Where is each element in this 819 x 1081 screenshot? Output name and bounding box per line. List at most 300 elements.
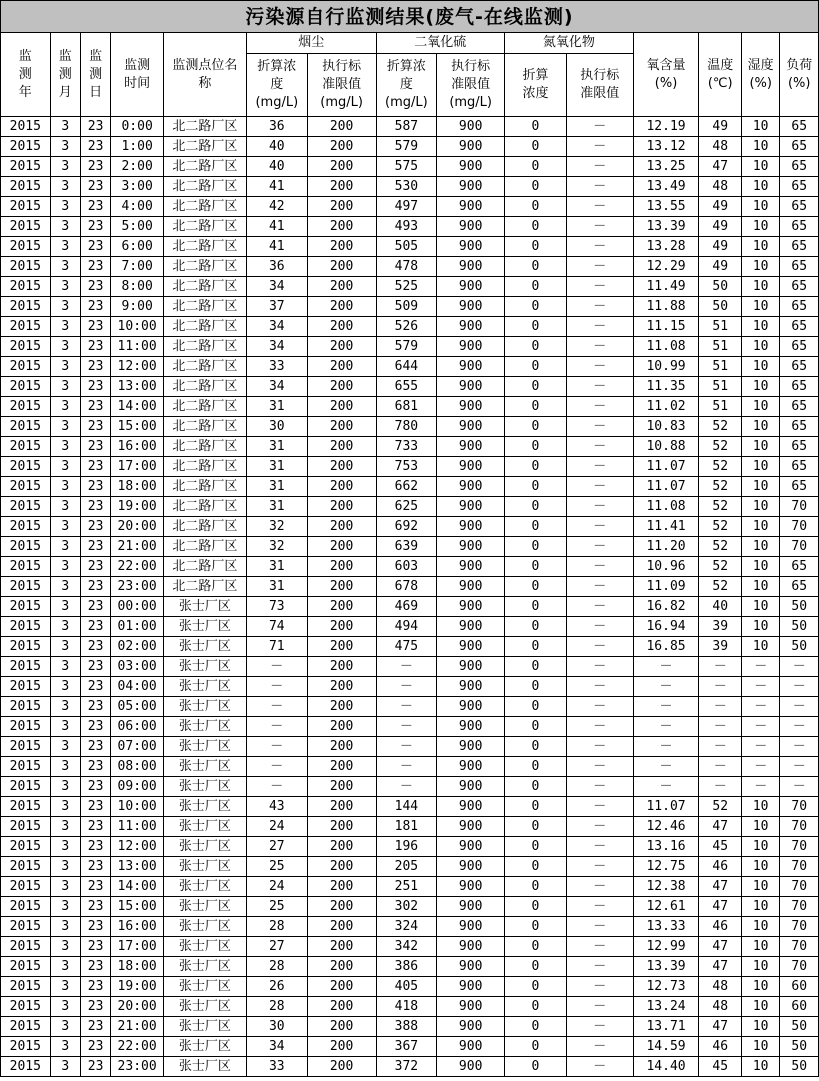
cell-day: 23 <box>80 197 110 217</box>
cell-so2-conc: 324 <box>376 917 437 937</box>
cell-year: 2015 <box>1 477 51 497</box>
cell-nox-conc: 0 <box>505 337 567 357</box>
header-time <box>111 33 164 117</box>
cell-nox-limit: － <box>566 157 633 177</box>
cell-humidity: 10 <box>741 257 779 277</box>
cell-so2-conc: 144 <box>376 797 437 817</box>
cell-temp: 52 <box>699 477 742 497</box>
cell-smoke-limit: 200 <box>307 497 376 517</box>
table-row <box>1 357 819 377</box>
cell-load: 65 <box>780 437 819 457</box>
cell-humidity: 10 <box>741 377 779 397</box>
cell-location: 北二路厂区 <box>163 477 246 497</box>
cell-location: 北二路厂区 <box>163 537 246 557</box>
cell-nox-limit: － <box>566 697 633 717</box>
cell-so2-conc: 575 <box>376 157 437 177</box>
cell-nox-conc: 0 <box>505 637 567 657</box>
cell-so2-conc: 405 <box>376 977 437 997</box>
cell-day: 23 <box>80 717 110 737</box>
cell-humidity: 10 <box>741 217 779 237</box>
cell-smoke-limit: 200 <box>307 717 376 737</box>
cell-so2-limit: 900 <box>437 917 505 937</box>
table-row <box>1 237 819 257</box>
cell-location: 北二路厂区 <box>163 197 246 217</box>
table-row <box>1 437 819 457</box>
cell-so2-conc: 678 <box>376 577 437 597</box>
cell-time: 1:00 <box>111 137 164 157</box>
cell-nox-conc: 0 <box>505 557 567 577</box>
cell-humidity: 10 <box>741 557 779 577</box>
cell-year: 2015 <box>1 877 51 897</box>
cell-so2-limit: 900 <box>437 217 505 237</box>
cell-smoke-conc: 36 <box>246 257 307 277</box>
cell-load: 70 <box>780 877 819 897</box>
header-time-label: 监测时间 <box>124 57 151 91</box>
cell-so2-conc: 587 <box>376 117 437 137</box>
cell-nox-limit: － <box>566 897 633 917</box>
cell-load: 65 <box>780 137 819 157</box>
cell-month: 3 <box>50 1057 80 1077</box>
cell-oxygen: 11.35 <box>633 377 699 397</box>
cell-so2-conc: － <box>376 677 437 697</box>
report-title: 污染源自行监测结果(废气-在线监测) <box>0 0 819 32</box>
cell-humidity: 10 <box>741 477 779 497</box>
cell-smoke-limit: 200 <box>307 977 376 997</box>
cell-month: 3 <box>50 617 80 637</box>
header-humidity <box>741 33 779 117</box>
cell-temp: 46 <box>699 857 742 877</box>
cell-so2-conc: － <box>376 777 437 797</box>
cell-nox-conc: 0 <box>505 457 567 477</box>
cell-so2-limit: 900 <box>437 897 505 917</box>
cell-year: 2015 <box>1 717 51 737</box>
cell-humidity: 10 <box>741 177 779 197</box>
cell-year: 2015 <box>1 977 51 997</box>
header-smoke: 烟尘 <box>246 33 376 54</box>
cell-so2-conc: 418 <box>376 997 437 1017</box>
header-smoke-conc <box>246 54 307 117</box>
cell-smoke-limit: 200 <box>307 937 376 957</box>
cell-year: 2015 <box>1 1017 51 1037</box>
cell-month: 3 <box>50 997 80 1017</box>
cell-location: 北二路厂区 <box>163 417 246 437</box>
cell-day: 23 <box>80 977 110 997</box>
cell-smoke-conc: 30 <box>246 1017 307 1037</box>
cell-nox-limit: － <box>566 877 633 897</box>
cell-load: 65 <box>780 577 819 597</box>
cell-location: 北二路厂区 <box>163 157 246 177</box>
table-row <box>1 797 819 817</box>
cell-smoke-conc: 40 <box>246 137 307 157</box>
cell-nox-conc: 0 <box>505 597 567 617</box>
cell-year: 2015 <box>1 517 51 537</box>
cell-nox-limit: － <box>566 397 633 417</box>
cell-so2-conc: 692 <box>376 517 437 537</box>
cell-smoke-limit: 200 <box>307 1057 376 1077</box>
table-row <box>1 717 819 737</box>
cell-day: 23 <box>80 337 110 357</box>
cell-smoke-conc: 25 <box>246 897 307 917</box>
cell-so2-limit: 900 <box>437 157 505 177</box>
cell-time: 05:00 <box>111 697 164 717</box>
cell-smoke-limit: 200 <box>307 137 376 157</box>
header-day-label: 监测日 <box>89 48 103 100</box>
cell-humidity: 10 <box>741 617 779 637</box>
cell-year: 2015 <box>1 277 51 297</box>
cell-location: 张士厂区 <box>163 1017 246 1037</box>
cell-nox-conc: 0 <box>505 197 567 217</box>
cell-month: 3 <box>50 717 80 737</box>
cell-so2-conc: 196 <box>376 837 437 857</box>
cell-oxygen: 11.88 <box>633 297 699 317</box>
cell-load: 70 <box>780 937 819 957</box>
cell-smoke-conc: 25 <box>246 857 307 877</box>
cell-humidity: 10 <box>741 957 779 977</box>
cell-nox-limit: － <box>566 937 633 957</box>
table-row <box>1 897 819 917</box>
cell-nox-conc: 0 <box>505 517 567 537</box>
cell-location: 张士厂区 <box>163 617 246 637</box>
cell-load: 65 <box>780 337 819 357</box>
cell-so2-limit: 900 <box>437 697 505 717</box>
cell-humidity: 10 <box>741 457 779 477</box>
cell-nox-conc: 0 <box>505 157 567 177</box>
cell-so2-limit: 900 <box>437 937 505 957</box>
cell-nox-conc: 0 <box>505 817 567 837</box>
cell-humidity: 10 <box>741 937 779 957</box>
cell-temp: 52 <box>699 577 742 597</box>
cell-time: 7:00 <box>111 257 164 277</box>
cell-oxygen: 13.33 <box>633 917 699 937</box>
cell-load: 65 <box>780 157 819 177</box>
cell-day: 23 <box>80 157 110 177</box>
cell-humidity: 10 <box>741 357 779 377</box>
cell-time: 08:00 <box>111 757 164 777</box>
cell-temp: 46 <box>699 1037 742 1057</box>
cell-so2-conc: － <box>376 697 437 717</box>
cell-day: 23 <box>80 817 110 837</box>
cell-humidity: 10 <box>741 497 779 517</box>
cell-smoke-conc: 31 <box>246 437 307 457</box>
cell-location: 北二路厂区 <box>163 297 246 317</box>
cell-time: 16:00 <box>111 437 164 457</box>
cell-oxygen: 12.75 <box>633 857 699 877</box>
cell-location: 张士厂区 <box>163 797 246 817</box>
cell-smoke-conc: 32 <box>246 517 307 537</box>
cell-so2-conc: 780 <box>376 417 437 437</box>
cell-year: 2015 <box>1 777 51 797</box>
cell-day: 23 <box>80 237 110 257</box>
cell-so2-conc: 493 <box>376 217 437 237</box>
cell-year: 2015 <box>1 997 51 1017</box>
cell-year: 2015 <box>1 597 51 617</box>
cell-load: － <box>780 657 819 677</box>
cell-so2-limit: 900 <box>437 417 505 437</box>
cell-smoke-conc: － <box>246 717 307 737</box>
cell-time: 19:00 <box>111 977 164 997</box>
header-month-label: 监测月 <box>58 48 72 100</box>
cell-smoke-conc: 28 <box>246 917 307 937</box>
cell-year: 2015 <box>1 657 51 677</box>
cell-temp: 52 <box>699 417 742 437</box>
cell-nox-limit: － <box>566 817 633 837</box>
cell-month: 3 <box>50 837 80 857</box>
cell-month: 3 <box>50 637 80 657</box>
cell-so2-conc: － <box>376 757 437 777</box>
cell-oxygen: 10.99 <box>633 357 699 377</box>
cell-so2-limit: 900 <box>437 477 505 497</box>
header-nox-conc-label: 折算浓度 <box>522 68 549 101</box>
table-row <box>1 137 819 157</box>
cell-day: 23 <box>80 757 110 777</box>
cell-load: － <box>780 697 819 717</box>
cell-year: 2015 <box>1 757 51 777</box>
cell-humidity: 10 <box>741 637 779 657</box>
cell-so2-limit: 900 <box>437 877 505 897</box>
table-body <box>1 117 819 1077</box>
header-nox-limit <box>566 54 633 117</box>
cell-month: 3 <box>50 657 80 677</box>
cell-humidity: 10 <box>741 137 779 157</box>
cell-nox-conc: 0 <box>505 297 567 317</box>
cell-month: 3 <box>50 517 80 537</box>
cell-so2-limit: 900 <box>437 997 505 1017</box>
cell-temp: 51 <box>699 397 742 417</box>
cell-day: 23 <box>80 377 110 397</box>
cell-nox-conc: 0 <box>505 1017 567 1037</box>
cell-month: 3 <box>50 817 80 837</box>
cell-so2-conc: － <box>376 737 437 757</box>
cell-load: 70 <box>780 957 819 977</box>
cell-oxygen: 11.02 <box>633 397 699 417</box>
cell-day: 23 <box>80 637 110 657</box>
cell-temp: － <box>699 757 742 777</box>
cell-smoke-limit: 200 <box>307 917 376 937</box>
cell-nox-limit: － <box>566 1017 633 1037</box>
cell-so2-limit: 900 <box>437 557 505 577</box>
cell-month: 3 <box>50 277 80 297</box>
cell-smoke-limit: 200 <box>307 1017 376 1037</box>
cell-location: 北二路厂区 <box>163 217 246 237</box>
cell-so2-conc: 342 <box>376 937 437 957</box>
cell-smoke-limit: 200 <box>307 397 376 417</box>
cell-nox-limit: － <box>566 597 633 617</box>
cell-nox-conc: 0 <box>505 417 567 437</box>
cell-smoke-conc: 42 <box>246 197 307 217</box>
cell-nox-conc: 0 <box>505 877 567 897</box>
cell-so2-limit: 900 <box>437 437 505 457</box>
cell-year: 2015 <box>1 437 51 457</box>
cell-day: 23 <box>80 177 110 197</box>
table-row <box>1 857 819 877</box>
cell-time: 03:00 <box>111 657 164 677</box>
cell-smoke-limit: 200 <box>307 377 376 397</box>
cell-time: 07:00 <box>111 737 164 757</box>
cell-so2-conc: 367 <box>376 1037 437 1057</box>
table-row <box>1 697 819 717</box>
cell-time: 19:00 <box>111 497 164 517</box>
cell-humidity: 10 <box>741 517 779 537</box>
cell-so2-limit: 900 <box>437 657 505 677</box>
cell-smoke-limit: 200 <box>307 317 376 337</box>
cell-smoke-limit: 200 <box>307 337 376 357</box>
cell-year: 2015 <box>1 1037 51 1057</box>
cell-month: 3 <box>50 877 80 897</box>
cell-oxygen: 11.20 <box>633 537 699 557</box>
cell-month: 3 <box>50 437 80 457</box>
cell-oxygen: 14.59 <box>633 1037 699 1057</box>
cell-location: 北二路厂区 <box>163 337 246 357</box>
cell-time: 2:00 <box>111 157 164 177</box>
cell-nox-limit: － <box>566 217 633 237</box>
cell-oxygen: 11.08 <box>633 337 699 357</box>
cell-oxygen: 12.61 <box>633 897 699 917</box>
cell-humidity: 10 <box>741 857 779 877</box>
cell-so2-conc: 372 <box>376 1057 437 1077</box>
table-row <box>1 517 819 537</box>
cell-oxygen: 10.88 <box>633 437 699 457</box>
cell-smoke-conc: 32 <box>246 537 307 557</box>
cell-day: 23 <box>80 1017 110 1037</box>
header-day <box>80 33 110 117</box>
cell-nox-limit: － <box>566 977 633 997</box>
cell-nox-limit: － <box>566 357 633 377</box>
cell-oxygen: 11.07 <box>633 457 699 477</box>
header-oxygen-label: 氧含量(%) <box>646 57 686 91</box>
cell-so2-limit: 900 <box>437 277 505 297</box>
cell-year: 2015 <box>1 917 51 937</box>
cell-humidity: 10 <box>741 897 779 917</box>
cell-year: 2015 <box>1 397 51 417</box>
cell-year: 2015 <box>1 357 51 377</box>
cell-so2-limit: 900 <box>437 237 505 257</box>
cell-smoke-conc: 71 <box>246 637 307 657</box>
cell-nox-conc: 0 <box>505 977 567 997</box>
cell-time: 20:00 <box>111 997 164 1017</box>
cell-nox-conc: 0 <box>505 437 567 457</box>
cell-day: 23 <box>80 217 110 237</box>
cell-location: 北二路厂区 <box>163 497 246 517</box>
cell-month: 3 <box>50 1037 80 1057</box>
table-row <box>1 877 819 897</box>
cell-nox-conc: 0 <box>505 917 567 937</box>
cell-so2-limit: 900 <box>437 817 505 837</box>
cell-year: 2015 <box>1 317 51 337</box>
cell-nox-conc: 0 <box>505 717 567 737</box>
cell-day: 23 <box>80 397 110 417</box>
cell-smoke-conc: 33 <box>246 1057 307 1077</box>
cell-location: 张士厂区 <box>163 757 246 777</box>
cell-day: 23 <box>80 1037 110 1057</box>
cell-time: 23:00 <box>111 1057 164 1077</box>
cell-nox-limit: － <box>566 117 633 137</box>
cell-time: 12:00 <box>111 357 164 377</box>
table-row <box>1 497 819 517</box>
cell-humidity: － <box>741 657 779 677</box>
cell-location: 北二路厂区 <box>163 137 246 157</box>
cell-smoke-conc: － <box>246 757 307 777</box>
cell-nox-limit: － <box>566 737 633 757</box>
cell-smoke-limit: 200 <box>307 877 376 897</box>
cell-oxygen: 12.29 <box>633 257 699 277</box>
cell-oxygen: 11.09 <box>633 577 699 597</box>
cell-load: 65 <box>780 297 819 317</box>
cell-time: 21:00 <box>111 1017 164 1037</box>
cell-day: 23 <box>80 997 110 1017</box>
cell-oxygen: 10.83 <box>633 417 699 437</box>
cell-so2-conc: 386 <box>376 957 437 977</box>
cell-load: 50 <box>780 1017 819 1037</box>
header-so2-limit-label: 执行标准限值(mg/L) <box>449 59 492 110</box>
cell-so2-conc: 525 <box>376 277 437 297</box>
cell-time: 0:00 <box>111 117 164 137</box>
cell-year: 2015 <box>1 937 51 957</box>
cell-temp: 45 <box>699 1057 742 1077</box>
table-row <box>1 817 819 837</box>
cell-location: 北二路厂区 <box>163 457 246 477</box>
cell-year: 2015 <box>1 217 51 237</box>
cell-nox-conc: 0 <box>505 957 567 977</box>
cell-location: 北二路厂区 <box>163 397 246 417</box>
cell-month: 3 <box>50 897 80 917</box>
cell-smoke-conc: － <box>246 697 307 717</box>
cell-temp: － <box>699 737 742 757</box>
cell-temp: 49 <box>699 117 742 137</box>
cell-year: 2015 <box>1 897 51 917</box>
cell-so2-limit: 900 <box>437 617 505 637</box>
cell-nox-limit: － <box>566 177 633 197</box>
cell-temp: 39 <box>699 617 742 637</box>
cell-nox-limit: － <box>566 477 633 497</box>
cell-smoke-limit: 200 <box>307 757 376 777</box>
cell-smoke-conc: 37 <box>246 297 307 317</box>
table-row <box>1 597 819 617</box>
cell-year: 2015 <box>1 177 51 197</box>
cell-year: 2015 <box>1 377 51 397</box>
cell-smoke-limit: 200 <box>307 857 376 877</box>
cell-so2-conc: 681 <box>376 397 437 417</box>
cell-humidity: 10 <box>741 277 779 297</box>
header-smoke-limit-label: 执行标准限值(mg/L) <box>320 59 363 110</box>
cell-time: 6:00 <box>111 237 164 257</box>
cell-nox-limit: － <box>566 917 633 937</box>
table-row <box>1 277 819 297</box>
cell-smoke-limit: 200 <box>307 197 376 217</box>
table-row <box>1 417 819 437</box>
cell-temp: 52 <box>699 457 742 477</box>
header-oxygen <box>633 33 699 117</box>
cell-nox-limit: － <box>566 757 633 777</box>
cell-time: 15:00 <box>111 897 164 917</box>
cell-load: 50 <box>780 617 819 637</box>
cell-time: 12:00 <box>111 837 164 857</box>
cell-month: 3 <box>50 337 80 357</box>
cell-day: 23 <box>80 697 110 717</box>
header-nox: 氮氧化物 <box>505 33 634 54</box>
cell-smoke-conc: 41 <box>246 237 307 257</box>
cell-oxygen: 16.85 <box>633 637 699 657</box>
cell-temp: 40 <box>699 597 742 617</box>
cell-month: 3 <box>50 977 80 997</box>
table-row <box>1 737 819 757</box>
cell-smoke-limit: 200 <box>307 357 376 377</box>
cell-nox-conc: 0 <box>505 277 567 297</box>
cell-so2-limit: 900 <box>437 1017 505 1037</box>
cell-location: 张士厂区 <box>163 837 246 857</box>
cell-nox-conc: 0 <box>505 377 567 397</box>
cell-nox-conc: 0 <box>505 397 567 417</box>
cell-nox-conc: 0 <box>505 1037 567 1057</box>
